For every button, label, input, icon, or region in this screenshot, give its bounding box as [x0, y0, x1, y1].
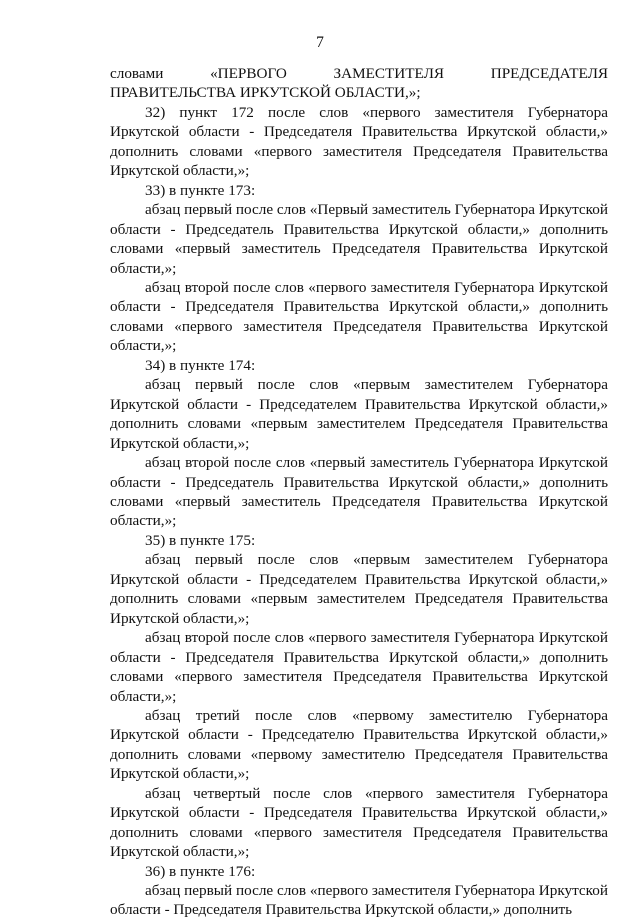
paragraph: 34) в пункте 174: [145, 356, 256, 374]
paragraph: абзац второй после слов «первого заместителя Губернатора Иркутской области - Председателя Правительства Иркутской области,» дополнить словами «первого заместителя Председателя Правительства Иркутской области,»; [110, 629, 608, 705]
paragraph: 32) пункт 172 после слов «первого заместителя Губернатора Иркутской области - Председателя Правительства Иркутской области,» дополнить словами «первого заместителя Председателя Правительства Иркутской области,»; [110, 103, 608, 180]
paragraph: абзац четвертый после слов «первого заместителя Губернатора Иркутской области - Председателя Правительства Иркутской области,» дополнить словами «первого заместителя Председателя Правительства Иркутской области,»; [110, 784, 608, 861]
paragraph: абзац первый после слов «первого заместителя Губернатора Иркутской области - Председателя Правительства Иркутской области,» дополнить [110, 882, 608, 919]
paragraph: абзац второй после слов «первого заместителя Губернатора Иркутской области - Председателя Правительства Иркутской области,» дополнить словами «первого заместителя Председателя Правительства Иркутской области,»; [110, 278, 608, 355]
paragraph: абзац третий после слов «первому заместителю Губернатора Иркутской области - Председателю Правительства Иркутской области,» дополнить словами «первому заместителю Председателя Правительства Иркутской области,»; [110, 706, 608, 783]
paragraph: 36) в пункте 176: [145, 862, 256, 880]
paragraph: 35) в пункте 175: [145, 531, 256, 549]
paragraph: абзац первый после слов «первым заместителем Губернатора Иркутской области - Председателем Правительства Иркутской области,» дополнить словами «первым заместителем Председателя Правительства Иркутской области,»; [110, 376, 608, 452]
paragraph: абзац первый после слов «первым заместителем Губернатора Иркутской области - Председателем Правительства Иркутской области,» дополнить словами «первым заместителем Председателя Правительства Иркутской области,»; [110, 551, 608, 627]
paragraph: словами «ПЕРВОГО ЗАМЕСТИТЕЛЯ ПРЕДСЕДАТЕЛЯ ПРАВИТЕЛЬСТВА ИРКУТСКОЙ ОБЛАСТИ,»; [110, 65, 608, 102]
paragraph: 33) в пункте 173: [145, 181, 256, 199]
paragraph: абзац второй после слов «первый заместитель Губернатора Иркутской области - Председатель Правительства Иркутской области,» дополнить словами «первый заместитель Председателя Правительства Иркутской области,»; [110, 454, 608, 530]
paragraph: абзац первый после слов «Первый заместитель Губернатора Иркутской области - Председатель Правительства Иркутской области,» дополнить словами «первый заместитель Председателя Правительства Иркутской области,»; [110, 201, 608, 277]
document-body [110, 64, 608, 920]
page-number: 7 [316, 34, 324, 51]
